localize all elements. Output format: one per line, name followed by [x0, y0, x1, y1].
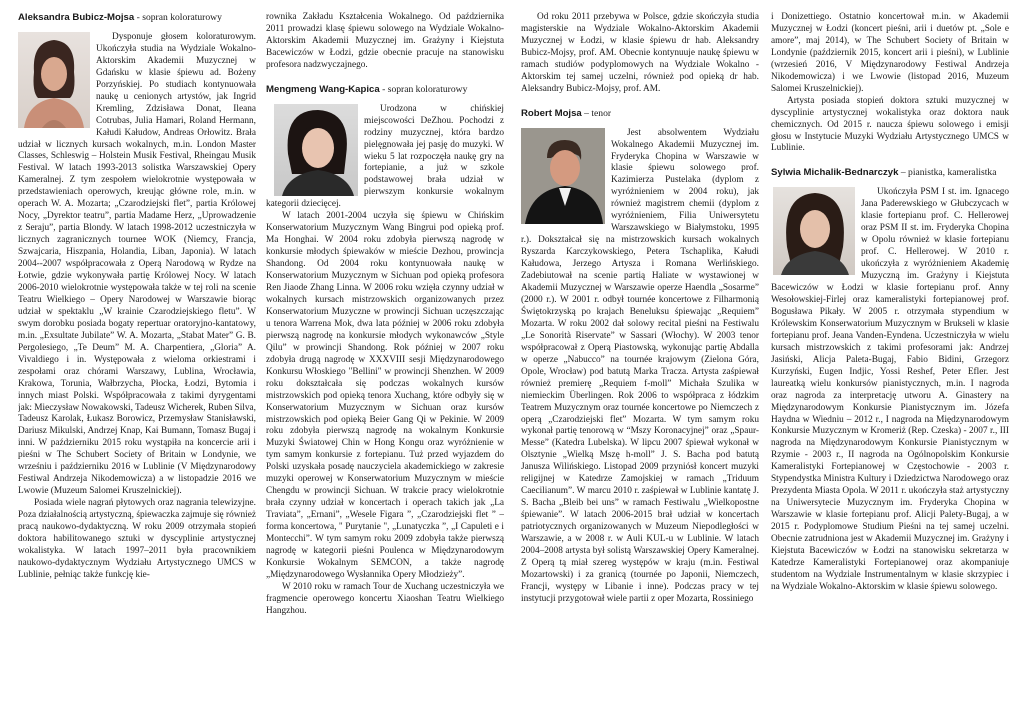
portrait-photo-wang-kapica: [274, 104, 358, 196]
artist-name: Sylwia Michalik-Bednarczyk: [771, 167, 899, 179]
column-4: [771, 12, 1009, 720]
bio-heading-wang-kapica: [266, 84, 504, 96]
artist-role: – pianistka, kameralistka: [898, 167, 997, 179]
bio-paragraph: Dysponuje głosem koloraturowym. Ukończyła studia na Wydziale Wokalno-Aktorskim Akademii Muzycznej w Gdańsku w klasie śpiewu ad. Bożeny Porzyńskiej. Po studiach kontynuowała naukę u cenionych artystów, jak Ingrid Kremling, Zdzisława Donat, Ileana Cotrubas, Julia Hamari, Roland Hermann, Kałudi Kałudow, Andreas Orłowitz. Brała udział w licznych kursach wokalnych, m.in. London Master Classes, Schleswig – Holstein Musik Festival, Rheingau Musik Festival. W latach 1993-2013 solistka Warszawskiej Opery Kameralnej. Z tym zespołem wielokrotnie występowała w przedstawieniach operowych, kreując główne role, m.in. w operach W. A. Mozarta; „Czarodziejski flet”, partia Królowej Nocy, „Dyrektor teatru”, partia Madame Herz, „Uprowadzenie z Seraju”, partia Blondy. W latach 1998-2012 uczestniczyła w licznych zagranicznych tournee WOK (Niemcy, Francja, Szwajcaria, Hiszpania, Holandia, Liban, Japonia). W latach 2004--2007 współpracowała z Operą Narodową w Rydze na Łotwie, gdzie wykonywała partię Królowej Nocy. W latach 2006-2010 wielokrotnie występowała także w tej roli na scenie Teatru Wielkiego – Opery Narodowej w Warszawie biorąc udział w spektaklu „W krainie Czarodziejskiego fletu”. W swym dorobku posiada bogaty repertuar oratoryjno-kantatowy, m.in. „Exsultate Jubilate” W. A. Mozarta, „Stabat Mater” G. B. Pergolesiego, „Te Deum” M. A. Charpentiera, „Gloria” A. Vivaldiego i in. Występowała z wieloma orkiestrami i zespołami oraz chórami Warszawy, Lublina, Wrocławia, Krakowa, Torunia, Wałbrzycha, Płocka, Łodzi, Bytomia i innych miast Polski. Współpracowała z takimi dyrygentami jak: Mieczysław Nowakowski, Tadeusz Wicherek, Ruben Silva, Tadeusz Karolak, Łukasz Borowicz, Przemysław Stanisławski, Dariusz Mikulski, Andrzej Knap, Kai Bumann, Tomasz Bugaj i inni. W październiku 2015 roku wystąpiła na koncercie arii i pieśni w The Schubert Society of Britain w Londynie, we wrześniu i październiku 2016 w Lublinie (V Międzynarodowy Festiwal Andrzeja Nikodemowicza) a w listopadzie 2016 we Lwowie (Muzeum Salomei Kruszelnickiej).: [18, 31, 256, 497]
bio-paragraph: Jest absolwentem Wydziału Wokalnego Akademii Muzycznej im. Fryderyka Chopina w Warszawie w klasie śpiewu solowego prof. Kazimierza Pustelaka (dyplom z wyróżnieniem w 2004 roku), jak również magistrem chemii (dyplom z wyróżnieniem, Filia Uniwersytetu Warszawskiego w Białymstoku, 1995 r.). Dokształcał się na mistrzowskich kursach wokalnych Ryszarda Karczykowskiego, Petera Tschaplika, Kałudi Kałudowa, Jerzego Artysza i Romana Werlińskiego. Zadebiutował na scenie partią Haliate w wystawionej w Akademii Muzycznej w Warszawie operze Haendla „Sosarme” (2000 r.). W 2001 r. odbył tournée koncertowe z Filharmonią Świętokrzyską po krajach Beneluksu śpiewając „Requiem” Mozarta. W roku 2002 dał solowy recital pieśni na Festiwalu „Le Sonorità Riservate” w Sassari (Włochy). W 2003 tenor współpracował z Operą Piastowską, wykonując partię Abdalla w operze „Nabucco” na tournée krajowym (Zielona Góra, Opole, Wrocław) pod batutą Marka Tracza. Artysta zaśpiewał również premierę „Requiem f-moll” Michała Szulika w niemieckim Überlingen. Rok 2006 to współpraca z łódzkim Teatrem Muzycznym oraz tournée koncertowe po Niemczech z operą „Czarodziejski flet” Mozarta. W tym samym roku wykonał partię tenorową w “Mszy Koronacyjnej” oraz „Spaur-Messe” (Katedra Lubelska). W lipcu 2007 śpiewał wykonał w Olsztynie „Wielką Mszę h-moll” J. S. Bacha pod batutą Janusza Wilińskiego. Listopad 2009 przyniósł koncert muzyki religijnej w Katedrze Zamojskiej w ramach „Triduum Caecilianum”. W marcu 2010 r. zaśpiewał w Lublinie kantatę J. S. Bacha „Bleib bei uns” w ramach Festiwalu „Wielkopostne śpiewanie”. W latach 2006-2015 brał udział w koncertach patriotycznych organizowanych w Muzeum Niepodległości w Warszawie, a w 2008 r. w Auli KUL-u w Lublinie. W latach 2004–2008 artysta był solistą Warszawskiej Opery Kameralnej. Z Operą tą miał szereg występów w kraju (m.in. Festiwal Mozartowski) i za granicą (tournée po Japonii, Niemczech, Francji, występy w Libanie i inne). Podczas pracy w tej instytucji przygotował wiele partii z oper Mozarta, Rossiniego: [521, 127, 759, 604]
artist-name: Aleksandra Bubicz-Mojsa: [18, 12, 135, 23]
artist-role: - sopran koloraturowy: [379, 83, 468, 95]
bio-paragraph: W 2010 roku w ramach Tour de Xuchang uczestniczyła we fragmencie operowego koncertu Xiaoshan Teatru Wielkiego Hangzhou.: [266, 581, 504, 616]
portrait-photo-bubicz-mojsa: [18, 32, 90, 128]
bio-heading-mojsa: [521, 108, 759, 120]
column-1: [18, 12, 256, 720]
portrait-photo-mojsa: [521, 128, 605, 224]
bio-paragraph: rownika Zakładu Kształcenia Wokalnego. Od października 2011 prowadzi klasę śpiewu solowego na Wydziale Wokalno-Aktorskim Akademii Muzycznej im. Grażyny i Kiejstuta Bacewiczów w Łodzi, gdzie obecnie pracuje na stanowisku profesora nadzwyczajnego.: [266, 12, 504, 70]
artist-role: – tenor: [581, 107, 612, 119]
artist-name: Robert Mojsa: [521, 107, 582, 119]
artist-role: - sopran koloraturowy: [134, 12, 222, 23]
bio-paragraph: Posiada wiele nagrań płytowych oraz nagrania telewizyjne. Poza działalnością artystyczną, śpiewaczka zajmuje się również pracą naukowo-dydaktyczną. W roku 2009 otrzymała stopień doktora habilitowanego sztuki w dyscyplinie artystycznej wokalistyka. W latach 1997–2011 była pracownikiem naukowo-dydaktycznym Wydziału Artystycznego UMCS w Lublinie, pełniąc także funkcję kie-: [18, 498, 256, 580]
bio-paragraph: Artysta posiada stopień doktora sztuki muzycznej w dyscyplinie artystycznej wokalistyka oraz doktora nauk chemicznych. Od 2015 r. naucza śpiewu solowego i emisji głosu w Instytucie Muzyki Wydziału Artystycznego UMCS w Lublinie.: [771, 95, 1009, 154]
column-3: [521, 12, 759, 720]
artist-name: Mengmeng Wang-Kapica: [266, 83, 380, 95]
bio-paragraph: W latach 2001-2004 uczyła się śpiewu w Chińskim Konserwatorium Muzycznym Wang Bingrui pod opieką prof. Ma Honghai. W 2004 roku zdobyła pierwszą nagrodę w konkursie młodych śpiewaków w mieście Dezhou, prowincja Shandong. Od 2004 roku kontynuowała naukę w Konserwatorium Muzycznym w Sichuan pod opieką profesora Ren Jiaode Zhang Linna. W 2006 roku wzięła czynny udział w wokalnych kursach mistrzowskich organizowanych przez Konserwatorium Muzyczne w prowincji Sichuan uczęszczając u tenora Warrena Mok, dwa lata później w 2006 roku zdobyła pierwszą nagrodę na konkursie młodych wykonawców „Style Qilu” w prowincji Shandong. Rok później w 2007 roku zdobyła drugą nagrodę w XXXVIII sesji Międzynarodowego Konkursu Włoskiego "Bellini" w prowincji Shenzhen. W 2009 roku dokształcała się podczas wokalnych kursów mistrzowskich pod opieką tenora Xuchang, które odbyły się w Konserwatorium Muzycznym w Sichuan oraz kursów mistrzowskich pod opieką Beier Gang Qi w Pekinie. W 2009 roku zdobyła pierwszą nagrodę na wokalnym Konkursie Muzyki Światowej Chin w Hong Kongu oraz wyróżnienie w tym samym konkursie z fortepianu. Tuż przed wyjazdem do Polski uzyskała posadę nauczyciela akademickiego w zakresie muzyki operowej w Konserwatorium Muzycznym w mieście Chengdu w prowincji Sichuan. W trakcie pracy wielokrotnie brała czynny udział w koncertach i operach takich jak „La Traviata”, „Ernani”, „Wesele Figara ”, „Czarodziejski flet ” – forma koncertowa, " Purytanie ", „Lunatyczka ”, „I Capuleti e i Montecchi”. W tym samym roku 2009 zdobyła także pierwszą nagrodę w kategorii pieśni Poulenca w Międzynarodowym Konkursie Wokalnym SEMCON, a także nagrodę „Międzynarodowego Wysłannika Opery Młodzieży”.: [266, 211, 504, 580]
bio-paragraph: Ukończyła PSM I st. im. Ignacego Jana Paderewskiego w Głubczycach w klasie fortepianu prof. C. Hellerowej oraz PSM II st. im. Fryderyka Chopina w Opolu również w klasie fortepianu prof. C. Hellerowej. W 2010 r. ukończyła z wyróżnieniem Akademię Muzyczną im. Grażyny i Kiejstuta Bacewiczów w Łodzi w klasie fortepianu prof. Anny Wesołowskiej-Firlej oraz kameralistyki fortepianowej prof. Bogusława Pikały. W 2005 r. otrzymała stypendium w Królewskim Konserwatorium Muzycznym w Brukseli w klasie fortepianu prof. Jeana Vanden-Eyndena. Uczestniczyła w wielu kursach mistrzowskich z takimi profesorami jak: Andrzej Jasiński, Alicja Paleta-Bugaj, Fabio Bidini, Grzegorz Kurzyński, Eugen Indjic, Yossi Reshef, Peter Efler. Jest laureatką wielu konkursów pianistycznych, m.in. I nagroda oraz nagroda za interpretację utworu A. Ginastery na Międzynarodowym Konkursie Pianistycznym im. Józefa Haydna w Wiedniu – 2012 r., I nagroda na Międzynarodowym Konkursie Muzycznym w Kromeriż (Rep. Czeska) - 2007 r., III nagroda na Międzynarodowym Konkursie Pianistycznym w Rzymie - 2003 r., II nagroda na Ogólnopolskim Konkursie Kameralistyki Fortepianowej w Częstochowie - 2003 r. Stypendystka Ministra Kultury i Dziedzictwa Narodowego oraz Prezydenta Miasta Opola. W 2011 r. ukończyła staż artystyczny na Uniwersytecie Muzycznym im. Fryderyka Chopina w Warszawie w klasie fortepianu prof. Alicji Palety-Bugaj, a w 2015 r. Podyplomowe Studium Pieśni na tej samej uczelni. Obecnie zatrudniona jest w Akademii Muzycznej im. Grażyny i Kiejstuta Bacewiczów w Łodzi na stanowisku sekretarza w Katedrze Kameralistyki Fortepianowej oraz akompaniuje studentom na Wydziale Instrumentalnym w klasie skrzypiec i na Wydziale Wokalno-Aktorskim w klasie śpiewu solowego.: [771, 187, 1009, 592]
column-2: [266, 12, 504, 720]
bio-paragraph: i Donizettiego. Ostatnio koncertował m.in. w Akademii Muzycznej w Łodzi (koncert pieśni, arii i duetów pt. „Sole e amore”, maj 2014), w The Schubert Society of Britain w Londynie (październik 2015, koncert arii i pieśni), w Lublinie (wrzesień 2016, V Międzynarodowy Festiwal Andrzeja Nikodemowicza) i we Lwowie (listopad 2016, Muzeum Salomei Kruszelnickiej).: [771, 12, 1009, 94]
bio-paragraph: Urodzona w chińskiej miejscowości DeZhou. Pochodzi z rodziny muzycznej, która bardzo pielęgnowała jej pasję do muzyki. W wieku 5 lat rozpoczęła naukę gry na fortepianie, a już w szkole podstawowej brała udział w pierwszym konkursie wokalnym kategorii dziecięcej.: [266, 103, 504, 210]
bio-heading-michalik-bednarczyk: [771, 167, 1009, 179]
portrait-photo-michalik-bednarczyk: [773, 187, 855, 275]
bio-heading-bubicz-mojsa: [18, 12, 256, 24]
bio-paragraph: Od roku 2011 przebywa w Polsce, gdzie skończyła studia magisterskie na Wydziale Wokalno-Aktorskim Akademii Muzycznej w Łodzi, w klasie śpiewu dr hab. Aleksandry Bubicz-Mojsy, prof. AM. Obecnie kontynuuje naukę śpiewu w ramach studiów podyplomowych na Wydziale Wokalno - Aktorskim tej samej uczelni, również pod opieką dr hab. Aleksandry Bubicz-Mojsy, prof. AM.: [521, 12, 759, 94]
